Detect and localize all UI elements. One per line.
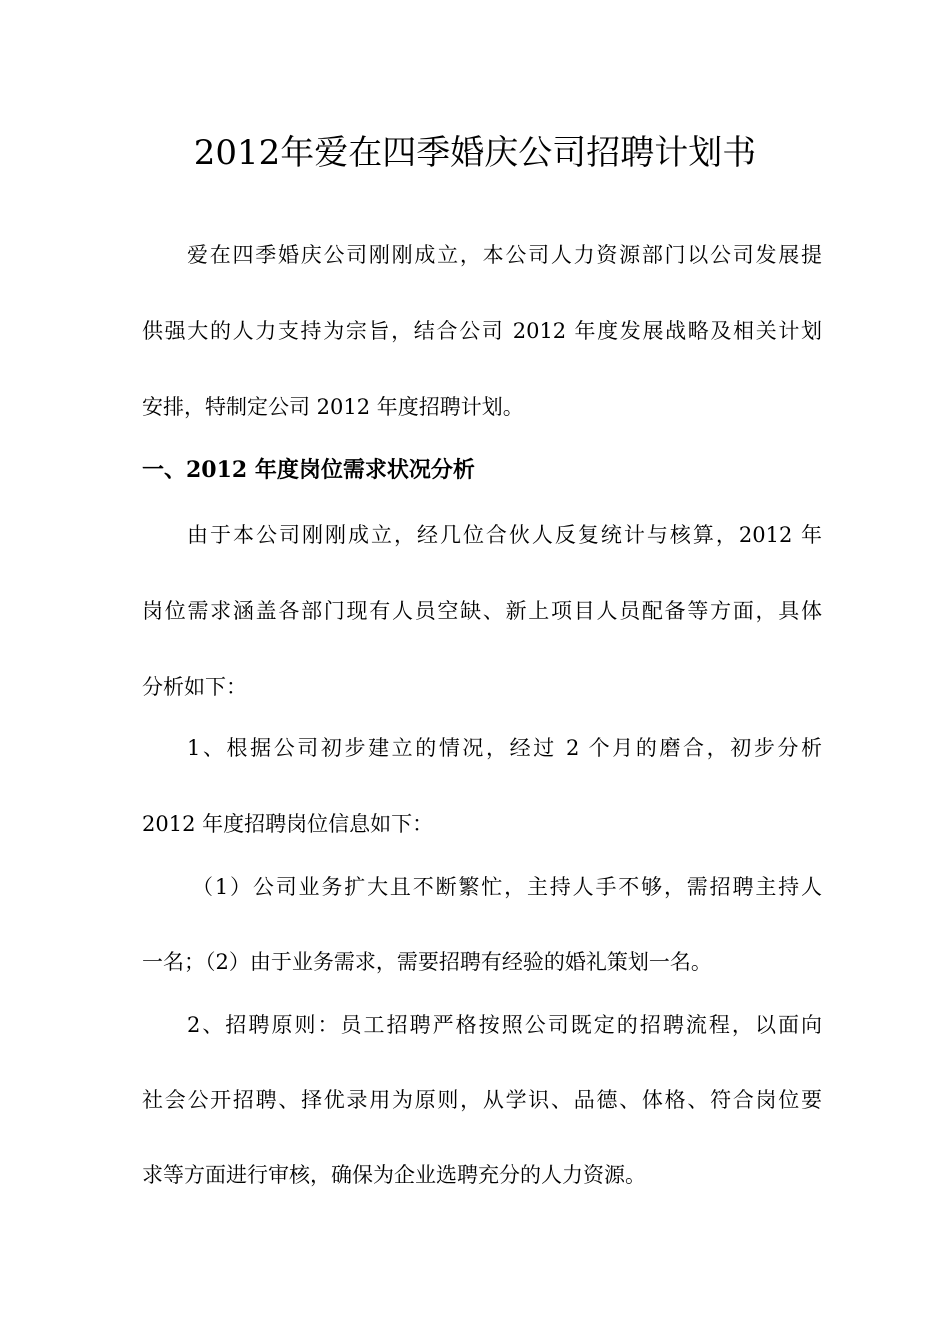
section-heading: 一、2012 年度岗位需求状况分析	[142, 457, 475, 483]
item2-line-3: 求等方面进行审核，确保为企业选聘充分的人力资源。	[142, 1163, 646, 1187]
section-para-line-1: 由于本公司刚刚成立，经几位合伙人反复统计与核算，2012 年	[187, 523, 822, 547]
item1-line-2: 2012 年度招聘岗位信息如下：	[142, 812, 434, 836]
intro-line-1: 爱在四季婚庆公司刚刚成立，本公司人力资源部门以公司发展提	[187, 243, 822, 267]
item2-line-1: 2、招聘原则：员工招聘严格按照公司既定的招聘流程，以面向	[187, 1013, 822, 1037]
section-para-line-2: 岗位需求涵盖各部门现有人员空缺、新上项目人员配备等方面，具体	[142, 599, 822, 623]
item1-line-1: 1、根据公司初步建立的情况，经过 2 个月的磨合，初步分析	[187, 736, 822, 760]
section-para-line-3: 分析如下：	[142, 675, 247, 699]
sub-line-1: （1）公司业务扩大且不断繁忙，主持人手不够，需招聘主持人	[192, 875, 822, 899]
intro-line-3: 安排，特制定公司 2012 年度招聘计划。	[142, 395, 524, 419]
document-title: 2012年爱在四季婚庆公司招聘计划书	[193, 133, 757, 173]
item2-line-2: 社会公开招聘、择优录用为原则，从学识、品德、体格、符合岗位要	[142, 1088, 822, 1112]
sub-line-2: 一名；（2）由于业务需求，需要招聘有经验的婚礼策划一名。	[142, 950, 712, 974]
intro-line-2: 供强大的人力支持为宗旨，结合公司 2012 年度发展战略及相关计划	[142, 319, 822, 343]
